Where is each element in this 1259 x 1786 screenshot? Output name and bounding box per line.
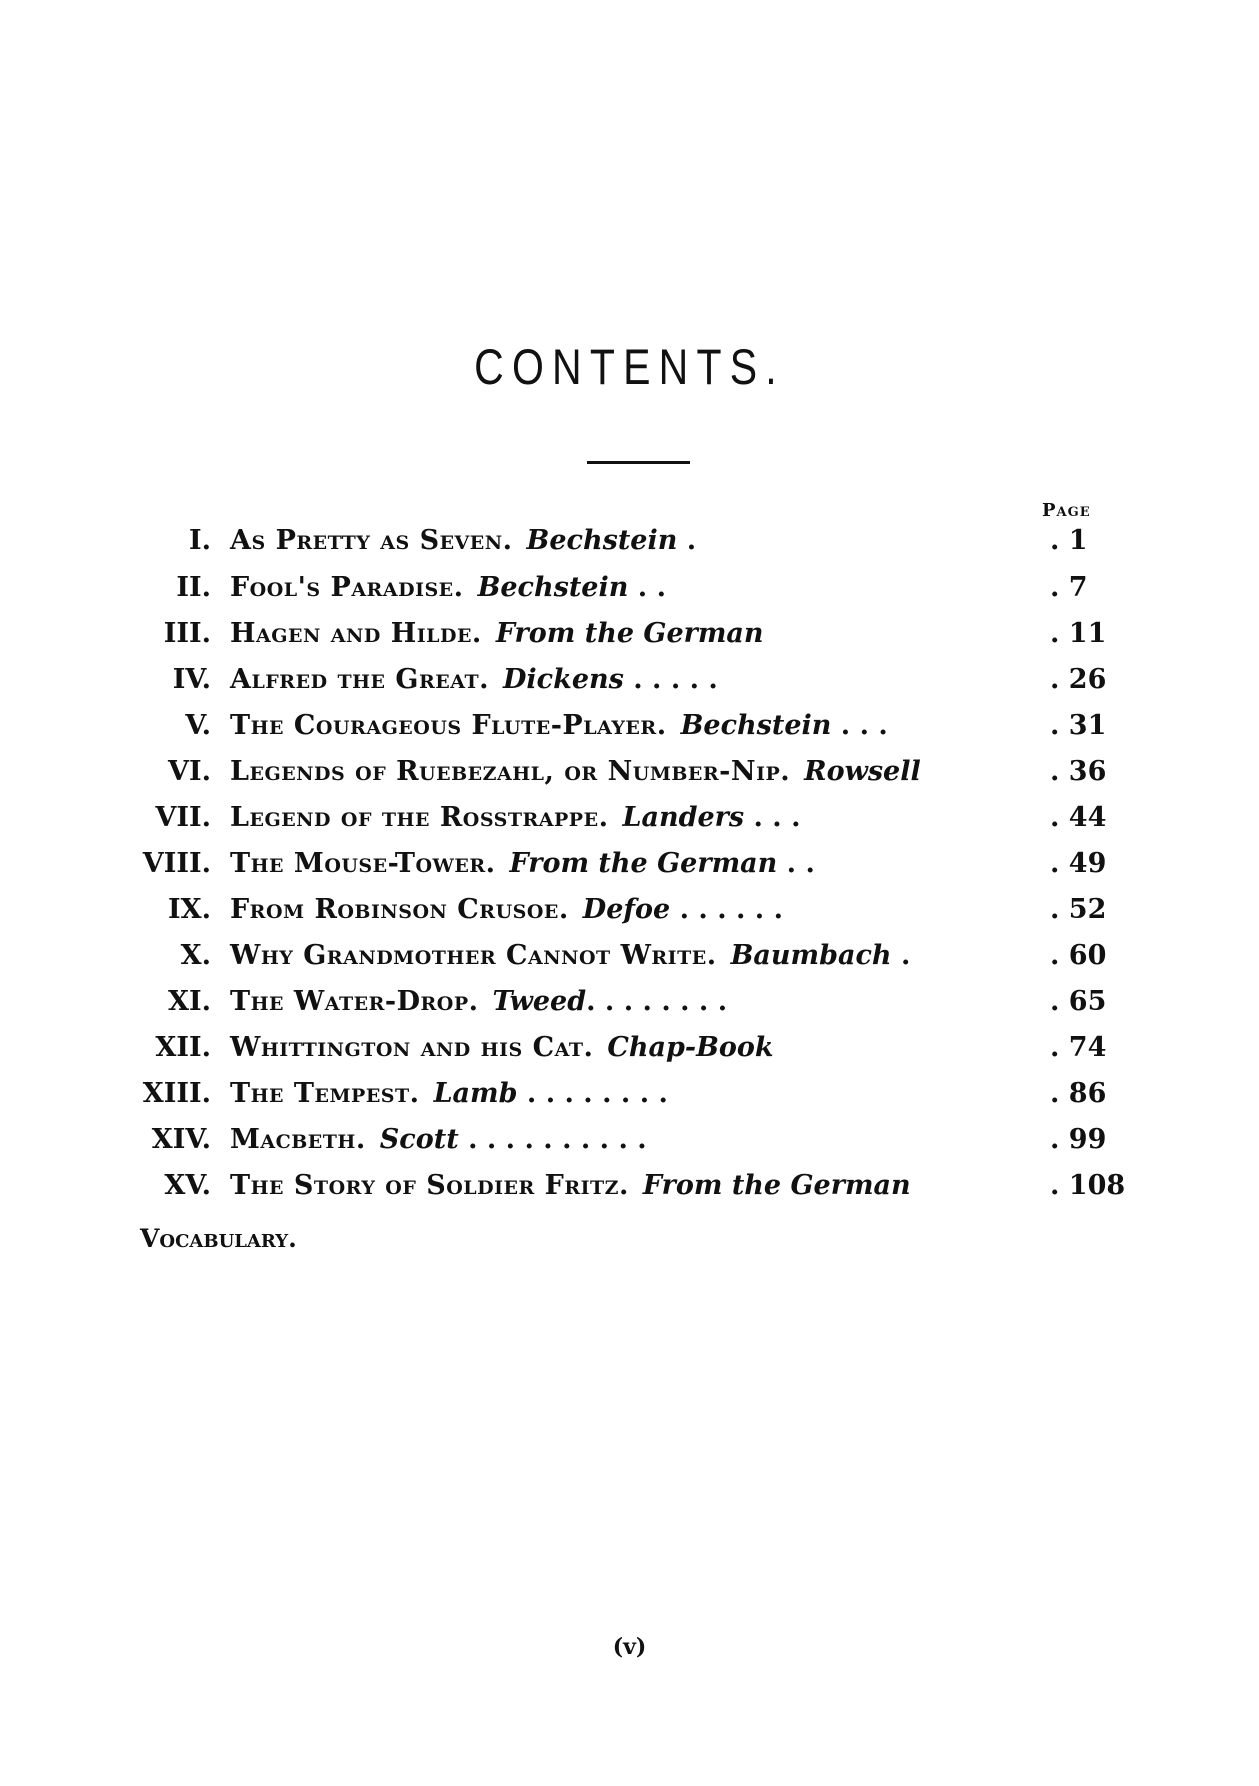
entry-title: Why Grandmother Cannot Write. — [230, 940, 717, 971]
entry-title: From Robinson Crusoe. — [230, 894, 569, 925]
toc-entry — [0, 940, 1259, 980]
entry-page: . 60 — [1050, 940, 1107, 971]
entry-leader: . . . — [831, 710, 888, 741]
entry-leader: . — [891, 940, 911, 971]
entry-title: Hagen and Hilde. — [230, 618, 482, 649]
entry-number: V. — [185, 710, 211, 741]
entry-title-line — [230, 618, 764, 649]
entry-title: Alfred the Great. — [230, 664, 489, 695]
toc-entry — [0, 894, 1259, 934]
entry-author: Dickens — [503, 664, 624, 695]
toc-entry — [0, 525, 1259, 565]
entry-page: . 1 — [1050, 525, 1088, 556]
entry-title-line — [230, 1078, 668, 1109]
entry-title-line — [230, 710, 888, 741]
entry-leader: . — [677, 525, 697, 556]
toc-entry — [0, 1078, 1259, 1118]
entry-leader: . . . . . — [623, 664, 718, 695]
page-title: CONTENTS. — [474, 339, 785, 395]
entry-page: . 74 — [1050, 1032, 1107, 1063]
entry-page: . 86 — [1050, 1078, 1107, 1109]
toc-entry — [0, 618, 1259, 658]
toc-entry — [0, 802, 1259, 842]
entry-author: Baumbach — [730, 940, 892, 971]
entry-author: From the German — [509, 848, 778, 879]
entry-number: XIII. — [142, 1078, 211, 1109]
entry-title-line — [230, 848, 815, 879]
entry-title-line — [230, 1124, 647, 1155]
entry-number: IX. — [168, 894, 211, 925]
entry-page: . 7 — [1050, 572, 1088, 603]
toc-entry — [0, 664, 1259, 704]
entry-page: . 65 — [1050, 986, 1107, 1017]
page-column-label-text: Page — [1042, 500, 1091, 521]
entry-number: VIII. — [142, 848, 211, 879]
entry-author: Lamb — [433, 1078, 518, 1109]
entry-number: XV. — [164, 1170, 211, 1201]
entry-page: . 26 — [1050, 664, 1107, 695]
toc-entry — [0, 848, 1259, 888]
entry-page: . 52 — [1050, 894, 1107, 925]
toc-entry — [0, 1032, 1259, 1072]
entry-number: X. — [180, 940, 211, 971]
entry-page: . 99 — [1050, 1124, 1107, 1155]
entry-leader: . . . . . . — [670, 894, 784, 925]
entry-number: IV. — [172, 664, 211, 695]
entry-title-line — [230, 940, 910, 971]
toc-entry — [0, 986, 1259, 1026]
entry-author: Bechstein — [477, 572, 629, 603]
entry-title: Fool's Paradise. — [230, 572, 464, 603]
page-number: (v) — [612, 1634, 647, 1660]
entry-title: The Mouse-Tower. — [230, 848, 496, 879]
vocabulary-entry: Vocabulary. — [140, 1224, 297, 1253]
entry-page: . 11 — [1050, 618, 1107, 649]
entry-author: Bechstein — [526, 525, 678, 556]
entry-title-line — [230, 664, 718, 695]
entry-leader: . . . . . . . . . . — [458, 1124, 647, 1155]
entry-author: Rowsell — [804, 756, 921, 787]
entry-author: From the German — [495, 618, 764, 649]
entry-title: Macbeth. — [230, 1124, 366, 1155]
entry-leader: . . . . . . . . — [586, 986, 728, 1017]
entry-page: . 44 — [1050, 802, 1107, 833]
toc-entry — [0, 756, 1259, 796]
entry-author: Bechstein — [680, 710, 832, 741]
entry-title-line — [230, 756, 921, 787]
toc-entry — [0, 1170, 1259, 1210]
entry-title-line — [230, 1032, 774, 1063]
entry-title: As Pretty as Seven. — [230, 525, 513, 556]
entry-title: The Water-Drop. — [230, 986, 479, 1017]
entry-leader: . . . — [744, 802, 801, 833]
entry-title-line — [230, 1170, 911, 1201]
entry-page: . 36 — [1050, 756, 1107, 787]
entry-title: The Courageous Flute-Player. — [230, 710, 667, 741]
entry-number: XII. — [155, 1032, 211, 1063]
entry-title: The Tempest. — [230, 1078, 420, 1109]
entry-leader: . . — [628, 572, 666, 603]
entry-title: Whittington and his Cat. — [230, 1032, 594, 1063]
entry-author: Defoe — [582, 894, 671, 925]
entry-title: The Story of Soldier Fritz. — [230, 1170, 629, 1201]
entry-author: Scott — [379, 1124, 459, 1155]
entry-leader: . . — [777, 848, 815, 879]
toc-entry — [0, 572, 1259, 612]
entry-title-line — [230, 572, 666, 603]
entry-title-line — [230, 986, 727, 1017]
entry-author: From the German — [642, 1170, 911, 1201]
entry-title-line — [230, 525, 696, 556]
toc-entry — [0, 1124, 1259, 1164]
entry-page: . 49 — [1050, 848, 1107, 879]
entry-title-line — [230, 802, 800, 833]
entry-number: III. — [163, 618, 211, 649]
entry-author: Landers — [622, 802, 745, 833]
entry-number: II. — [176, 572, 211, 603]
entry-page: . 31 — [1050, 710, 1107, 741]
entry-number: I. — [188, 525, 211, 556]
entry-title: Legends of Ruebezahl, or Number-Nip. — [230, 756, 791, 787]
entry-number: XIV. — [151, 1124, 211, 1155]
entry-author: Tweed — [492, 986, 587, 1017]
entry-number: XI. — [168, 986, 211, 1017]
entry-title-line — [230, 894, 783, 925]
toc-entry — [0, 710, 1259, 750]
entry-leader: . . . . . . . . — [517, 1078, 668, 1109]
entry-page: . 108 — [1050, 1170, 1126, 1201]
entry-author: Chap-Book — [607, 1032, 774, 1063]
entry-title: Legend of the Rosstrappe. — [230, 802, 609, 833]
entry-number: VII. — [155, 802, 211, 833]
entry-number: VI. — [168, 756, 211, 787]
